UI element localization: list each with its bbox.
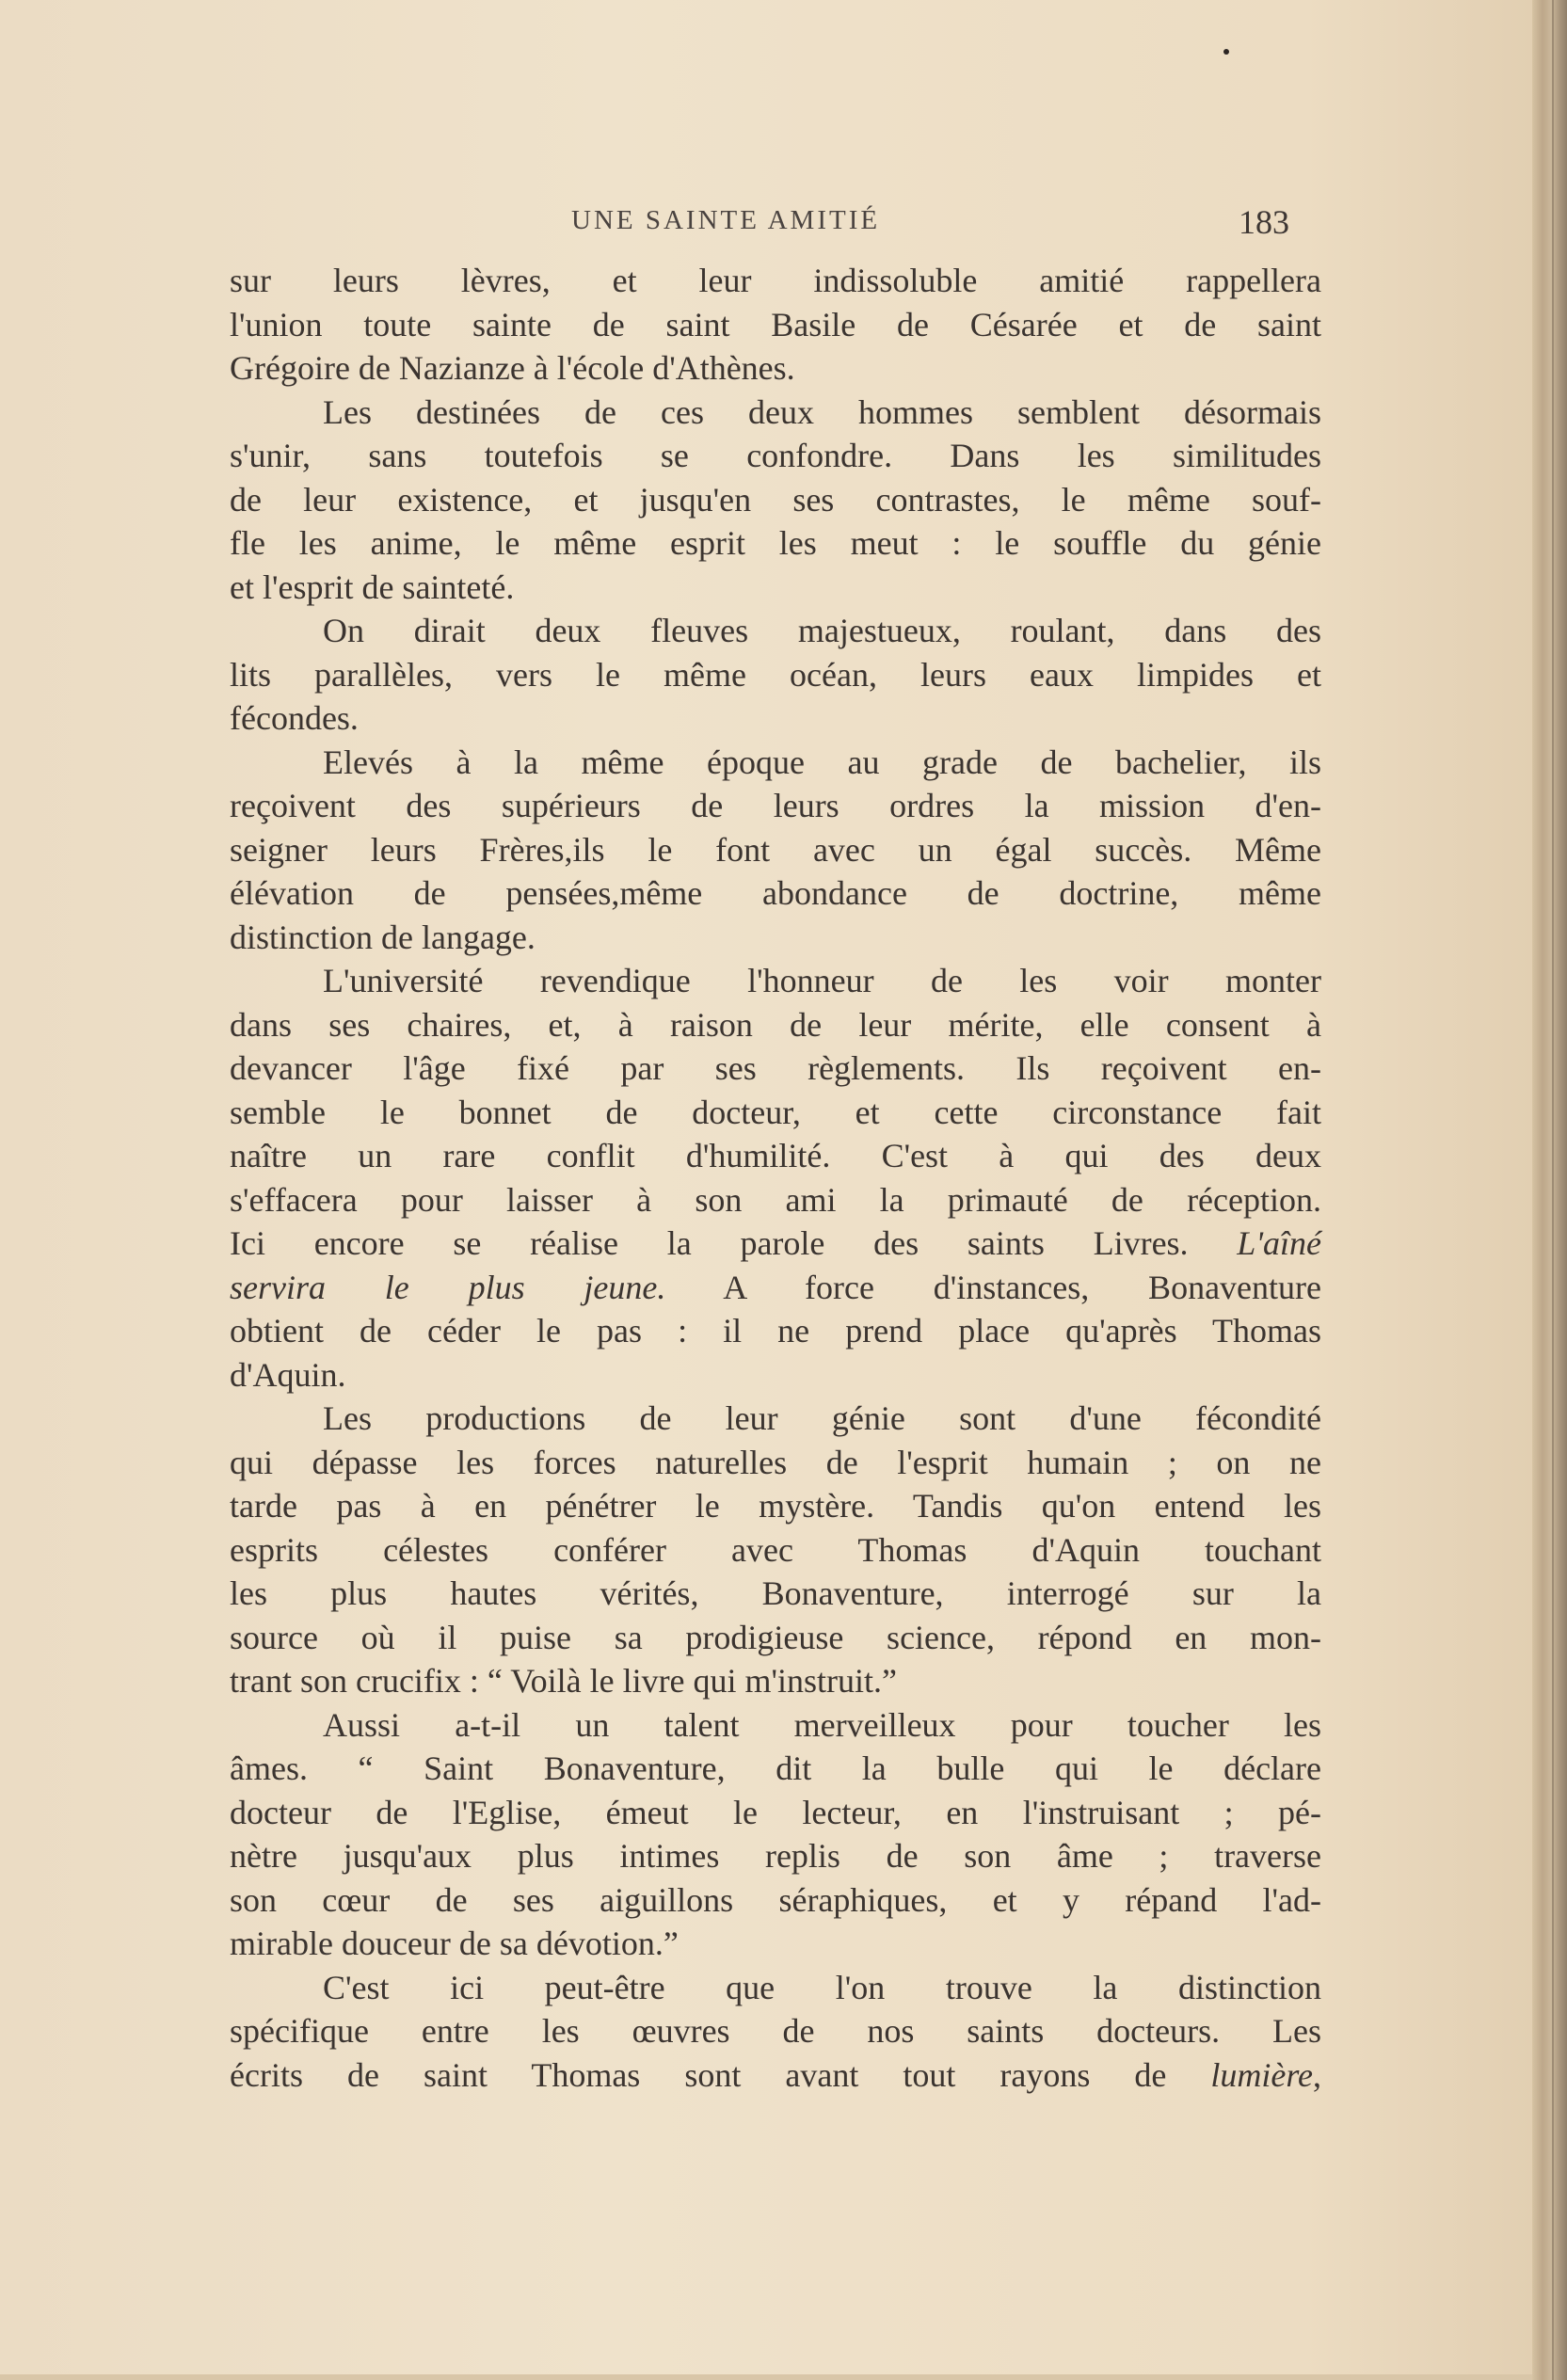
text-line: C'est ici peut-être que l'on trouve la distinction [323, 1968, 1321, 2006]
text-line: esprits célestes conférer avec Thomas d'Aquin touchant [230, 1530, 1321, 1569]
text-line: obtient de céder le pas : il ne prend place qu'après Thomas [230, 1312, 1321, 1350]
text-line: source où il puise sa prodigieuse science, répond en mon- [230, 1618, 1321, 1656]
italic-phrase: L'aîné [1237, 1224, 1321, 1262]
text-line: tarde pas à en pénétrer le mystère. Tandis qu'on entend les [230, 1487, 1321, 1525]
text-line: qui dépasse les forces naturelles de l'esprit humain ; on ne [230, 1443, 1321, 1481]
text-line: Ici encore se réalise la parole des saints Livres. L'aîné [230, 1224, 1321, 1262]
text-line: sur leurs lèvres, et leur indissoluble amitié rappellera [230, 262, 1321, 299]
text-line: et l'esprit de sainteté. [230, 567, 515, 606]
page-edge [1532, 0, 1567, 2380]
text-line: d'Aquin. [230, 1355, 346, 1394]
text-line: mirable douceur de sa dévotion.” [230, 1925, 679, 1962]
text-line: fécondes. [230, 699, 359, 737]
running-title: UNE SAINTE AMITIÉ [571, 205, 881, 235]
text-line: Les destinées de ces deux hommes semblent désormais [323, 392, 1321, 431]
binding-line [1552, 0, 1554, 2380]
text-line: s'unir, sans toutefois se confondre. Dans les similitudes [230, 437, 1321, 474]
text-line: écrits de saint Thomas sont avant tout rayons de lumière, [230, 2055, 1321, 2094]
ink-speck [1223, 49, 1229, 55]
text-line: trant son crucifix : “ Voilà le livre qui m'instruit.” [230, 1662, 898, 1700]
text-line: reçoivent des supérieurs de leurs ordres la mission d'en- [230, 787, 1321, 824]
text-line: fle les anime, le même esprit les meut : le souffle du génie [230, 524, 1321, 562]
text-line: l'union toute sainte de saint Basile de Césarée et de saint [230, 305, 1321, 343]
text-line: Aussi a-t-il un talent merveilleux pour toucher les [323, 1705, 1321, 1744]
text-line: servira le plus jeune. A force d'instances, Bonaventure [230, 1268, 1321, 1306]
text-line: devancer l'âge fixé par ses règlements. Ils reçoivent en- [230, 1049, 1321, 1087]
text-line: élévation de pensées,même abondance de doctrine, même [230, 874, 1321, 912]
page-bottom-edge [0, 2374, 1532, 2380]
page-number: 183 [1239, 203, 1289, 241]
text-line: Les productions de leur génie sont d'une fécondité [323, 1399, 1321, 1437]
italic-phrase: servira le plus jeune. [230, 1268, 666, 1306]
text-line: Grégoire de Nazianze à l'école d'Athènes. [230, 349, 795, 387]
body-text [230, 259, 1321, 2097]
text-line: naître un rare conflit d'humilité. C'est à qui des deux [230, 1137, 1321, 1174]
text-line: de leur existence, et jusqu'en ses contrastes, le même souf- [230, 480, 1321, 519]
text-line: On dirait deux fleuves majestueux, roulant, dans des [323, 612, 1321, 649]
running-head [228, 202, 1327, 240]
text-line: Elevés à la même époque au grade de bachelier, ils [323, 743, 1321, 781]
text-line: semble le bonnet de docteur, et cette circonstance fait [230, 1093, 1321, 1131]
text-line: son cœur de ses aiguillons séraphiques, et y répand l'ad- [230, 1880, 1321, 1919]
text-line: seigner leurs Frères,ils le font avec un égal succès. Même [230, 830, 1321, 869]
text-line: s'effacera pour laisser à son ami la primauté de réception. [230, 1180, 1321, 1219]
text-line: lits parallèles, vers le même océan, leurs eaux limpides et [230, 655, 1321, 694]
text-line: dans ses chaires, et, à raison de leur mérite, elle consent à [230, 1005, 1321, 1044]
text-line: âmes. “ Saint Bonaventure, dit la bulle qui le déclare [230, 1749, 1321, 1787]
text-line: spécifique entre les œuvres de nos saints docteurs. Les [230, 2012, 1321, 2050]
text-line: L'université revendique l'honneur de les voir monter [323, 962, 1321, 999]
italic-phrase: lumière [1210, 2055, 1313, 2094]
text-line: docteur de l'Eglise, émeut le lecteur, en l'instruisant ; pé- [230, 1793, 1321, 1831]
text-line: distinction de langage. [230, 918, 536, 956]
text-line: nètre jusqu'aux plus intimes replis de son âme ; traverse [230, 1837, 1321, 1875]
text-line: les plus hautes vérités, Bonaventure, interrogé sur la [230, 1574, 1321, 1612]
